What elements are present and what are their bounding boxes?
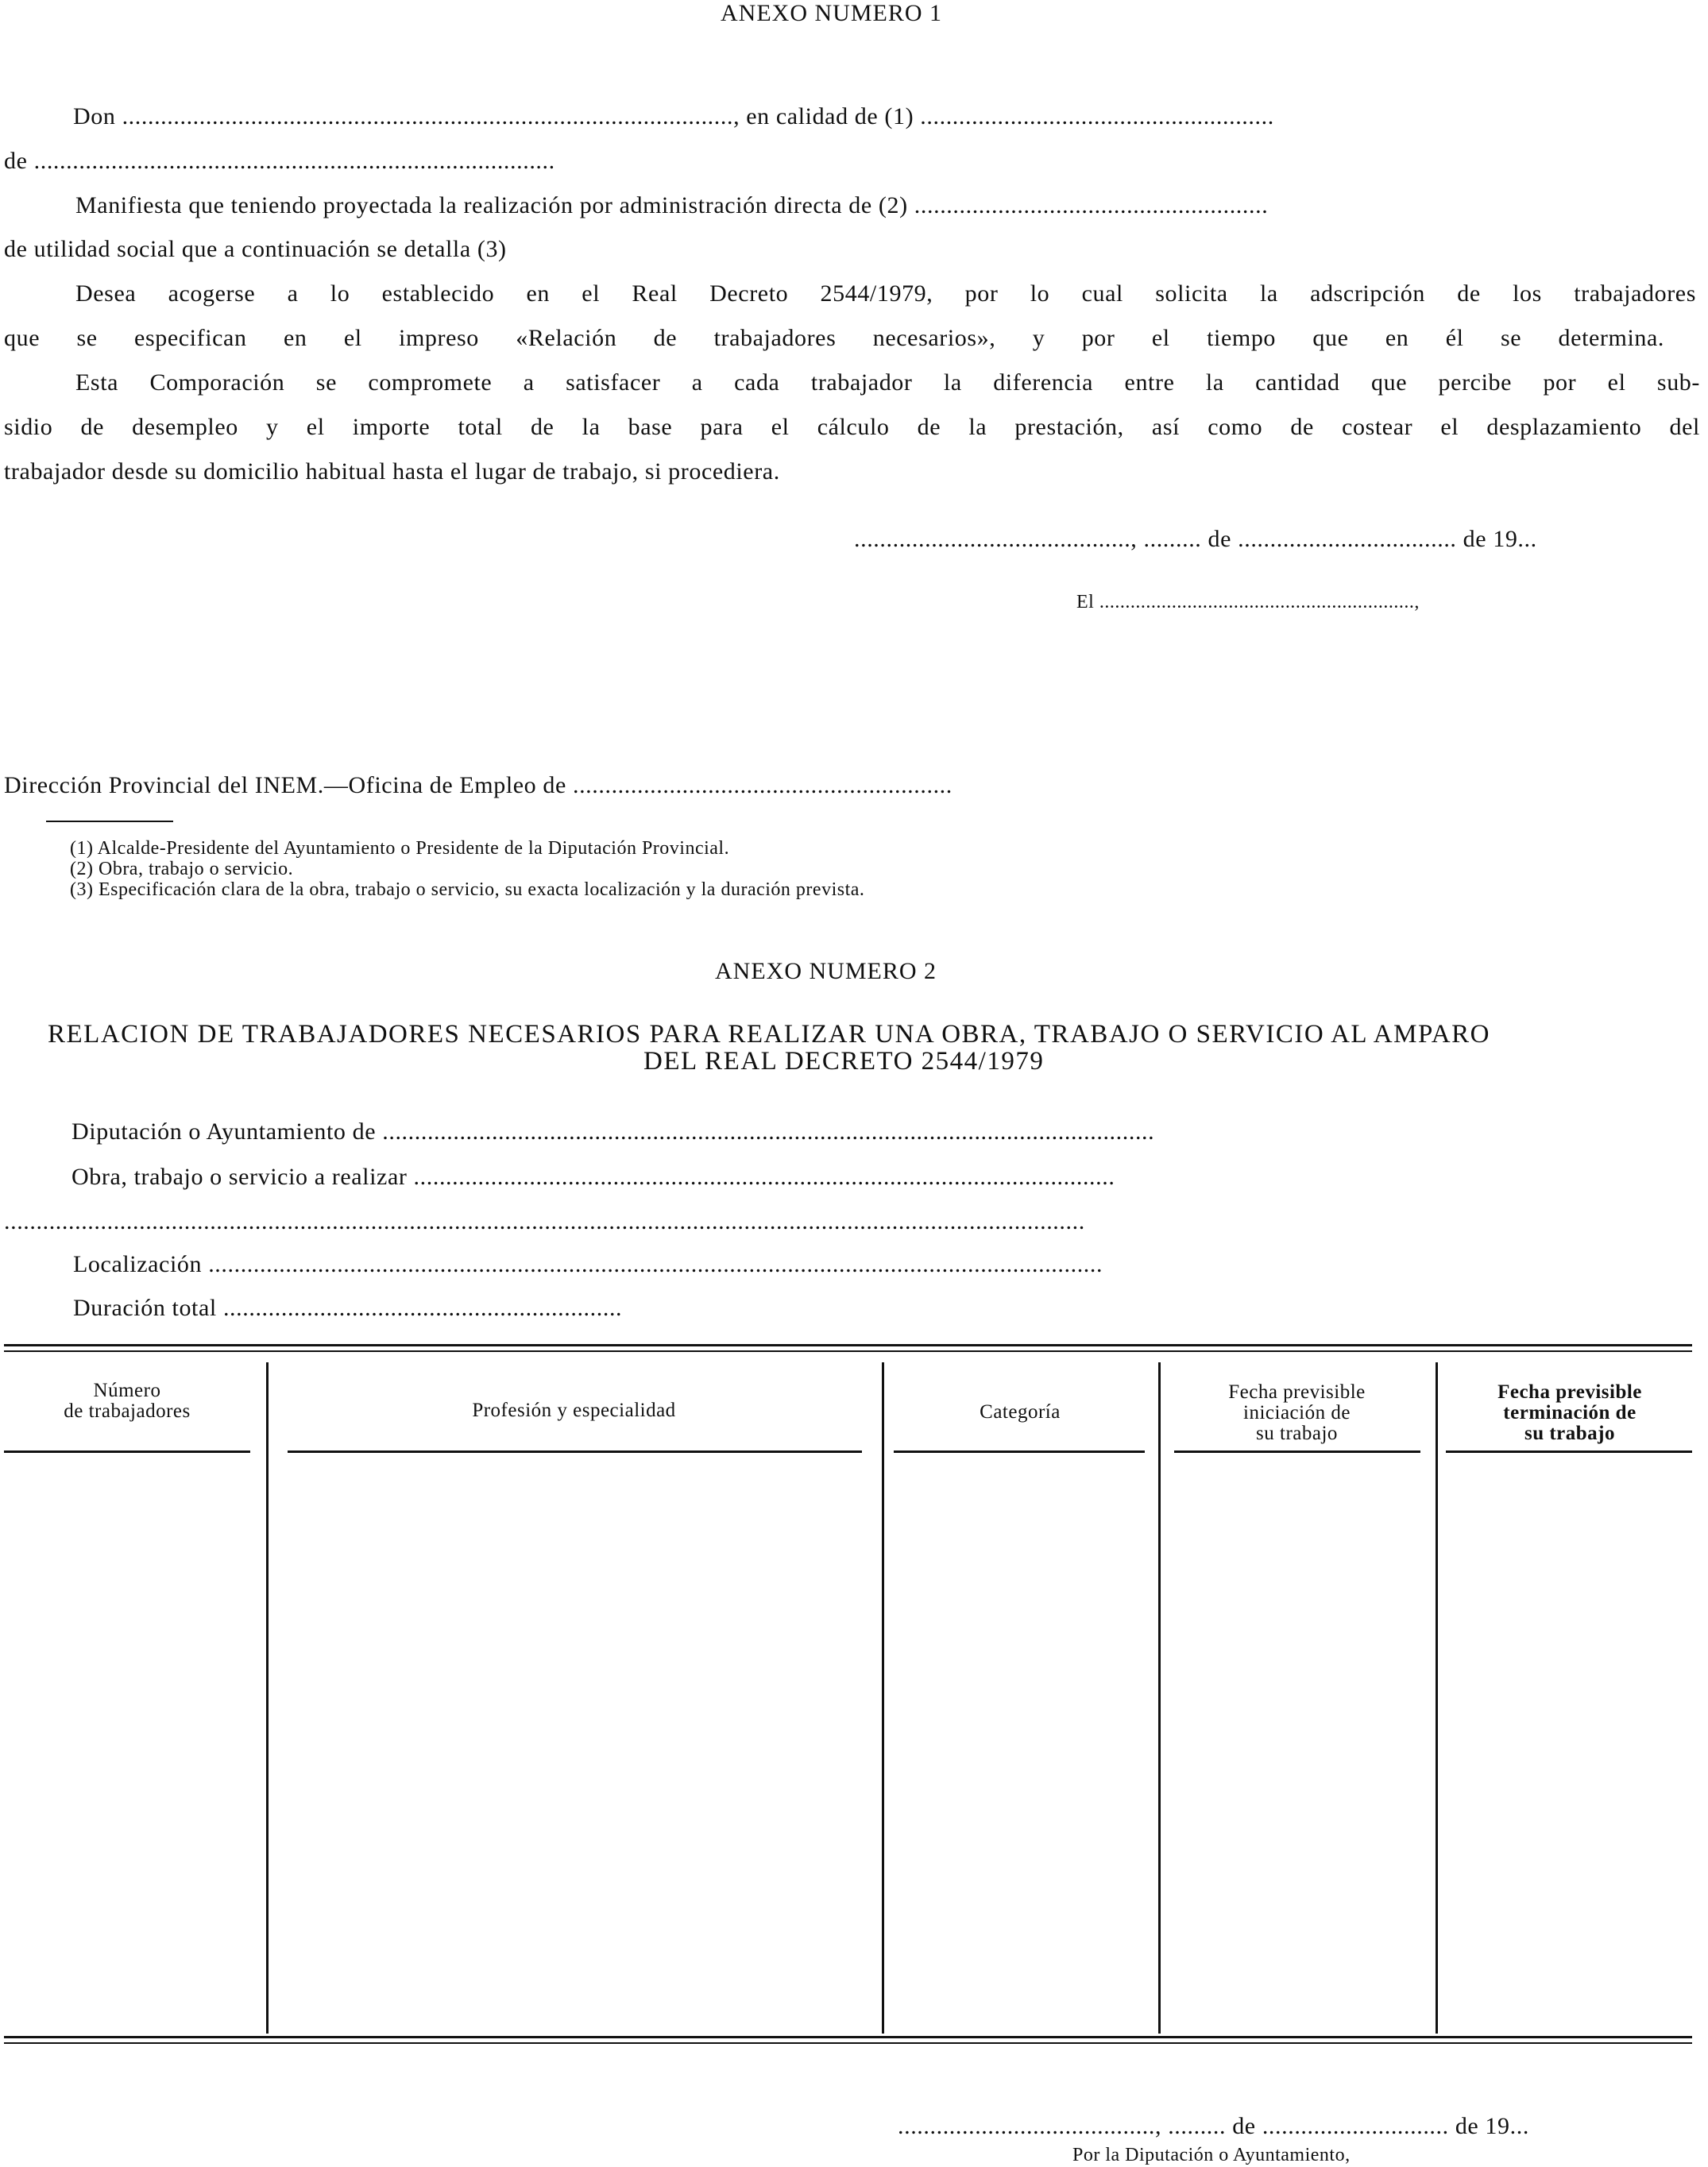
utilidad-line: de utilidad social que a continuación se detalla (3) (4, 236, 507, 262)
header-underline-4 (1174, 1450, 1420, 1453)
comporacion-line: Esta Comporación se compromete a satisfacer a cada trabajador la diferencia entre la cantidad que percibe por el sub- (75, 369, 1700, 396)
diputacion-field[interactable]: Diputación o Ayuntamiento de ........................................................................................................................ (71, 1118, 1155, 1145)
especifican-line: que se especifican en el impreso «Relación de trabajadores necesarios», y por el tiempo que en él se determina. (4, 325, 1664, 351)
header-underline-5 (1446, 1450, 1692, 1453)
table-col-divider-3 (1158, 1362, 1161, 2034)
col-header-profesion: Profesión y especialidad (472, 1400, 676, 1421)
subsidio-line: sidio de desempleo y el importe total de la base para el cálculo de la prestación, así como de costear el desplazamiento del (4, 414, 1700, 440)
header-underline-2 (288, 1450, 862, 1453)
col-header-fecha-inicio: Fecha previsible iniciación de su trabajo (1228, 1381, 1366, 1444)
col-header-fecha-fin: Fecha previsible terminación de su trabajo (1497, 1381, 1642, 1444)
desea-line: Desea acogerse a lo establecido en el Real Decreto 2544/1979, por lo cual solicita la adscripción de los trabajadores (75, 280, 1696, 307)
obra-continuation-field[interactable]: ........................................................................................................................................................................ (4, 1208, 1085, 1234)
office-line[interactable]: Dirección Provincial del INEM.—Oficina de Empleo de ........................................................... (4, 772, 953, 798)
footnote-1: (1) Alcalde-Presidente del Ayuntamiento o Presidente de la Diputación Provincial. (70, 838, 730, 859)
annex1-title: ANEXO NUMERO 1 (721, 0, 942, 26)
table-col-divider-1 (266, 1362, 269, 2034)
annex1-date-line[interactable]: ..........................................., ......... de .................................. de 19... (854, 526, 1537, 552)
duracion-field[interactable]: Duración total .............................................................. (73, 1295, 623, 1321)
header-underline-1 (4, 1450, 250, 1453)
obra-field[interactable]: Obra, trabajo o servicio a realizar ............................................................................................................. (71, 1164, 1115, 1190)
annex2-heading-line2: DEL REAL DECRETO 2544/1979 (643, 1047, 1045, 1076)
manifiesta-line[interactable]: Manifiesta que teniendo proyectada la realización por administración directa de (2) ....................................................... (75, 192, 1269, 218)
header-underline-3 (894, 1450, 1145, 1453)
table-col-divider-4 (1436, 1362, 1438, 2034)
footnote-separator (46, 821, 173, 822)
table-bottom-rule-1 (4, 2036, 1692, 2038)
de-line[interactable]: de ................................................................................. (4, 148, 555, 174)
annex2-title: ANEXO NUMERO 2 (715, 958, 937, 984)
trabajador-line: trabajador desde su domicilio habitual hasta el lugar de trabajo, si procediera. (4, 458, 780, 485)
annex1-signer-line[interactable]: El ............................................................., (1076, 592, 1420, 612)
annex2-signer-line: Por la Diputación o Ayuntamiento, (1072, 2145, 1351, 2165)
table-bottom-rule-2 (4, 2042, 1692, 2044)
table-col-divider-2 (882, 1362, 884, 2034)
table-top-rule-1 (4, 1344, 1692, 1346)
footnote-3: (3) Especificación clara de la obra, trabajo o servicio, su exacta localización y la duración prevista. (70, 879, 865, 900)
localizacion-field[interactable]: Localización ........................................................................................................................................... (73, 1251, 1103, 1277)
annex2-date-line[interactable]: ........................................, ......... de ............................. de 19... (898, 2113, 1529, 2139)
col-header-categoria: Categoría (980, 1401, 1061, 1423)
footnote-2: (2) Obra, trabajo o servicio. (70, 859, 294, 879)
table-top-rule-2 (4, 1350, 1692, 1352)
annex2-heading-line1: RELACION DE TRABAJADORES NECESARIOS PARA REALIZAR UNA OBRA, TRABAJO O SERVICIO AL AMPARO (48, 1020, 1490, 1049)
col-header-numero: Número de trabajadores (64, 1380, 191, 1422)
don-line[interactable]: Don ..............................................................................................., en calidad de (1) ....................................................... (73, 103, 1274, 129)
